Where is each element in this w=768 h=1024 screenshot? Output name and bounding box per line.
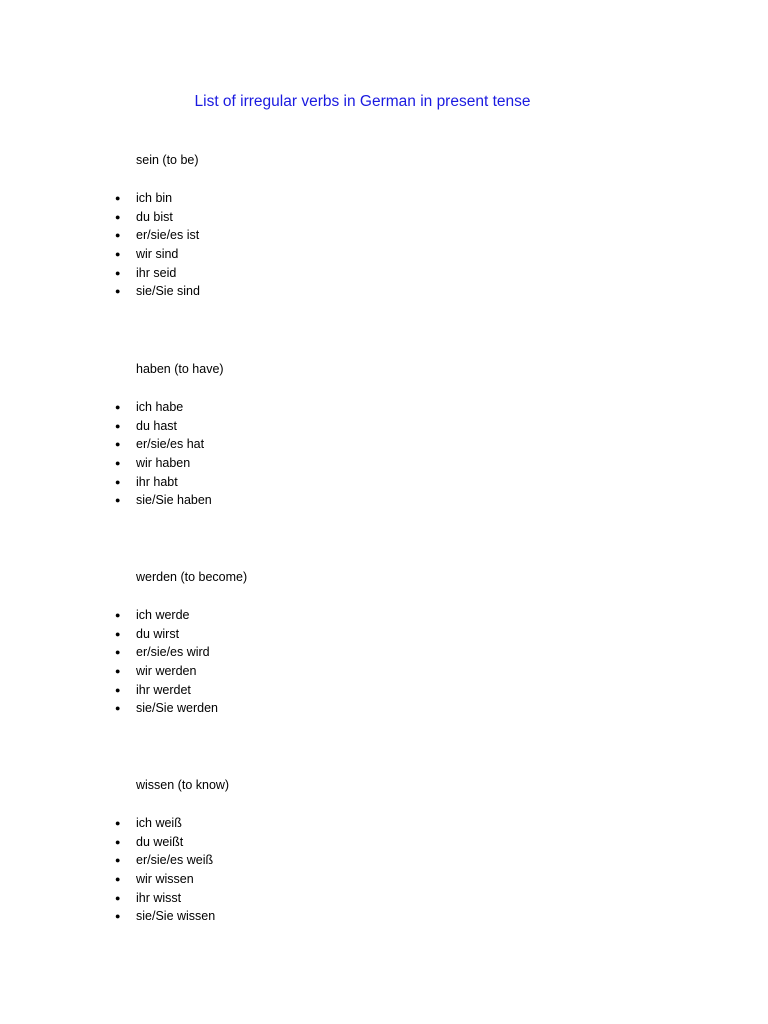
bullet-icon: ● bbox=[115, 193, 121, 203]
document-title: List of irregular verbs in German in present tense bbox=[194, 93, 531, 110]
conjugation-form: er/sie/es ist bbox=[136, 228, 200, 243]
verb-heading: sein (to be) bbox=[136, 153, 199, 167]
conjugation-form: ich bin bbox=[136, 191, 173, 205]
conjugation-form: wir wissen bbox=[136, 872, 194, 887]
bullet-icon: ● bbox=[115, 230, 121, 241]
bullet-icon: ● bbox=[115, 495, 121, 506]
conjugation-form: ihr habt bbox=[136, 474, 178, 489]
bullet-icon: ● bbox=[115, 628, 121, 639]
conjugation-form: wir werden bbox=[136, 664, 197, 679]
conjugation-form: du bist bbox=[136, 209, 173, 224]
bullet-icon: ● bbox=[115, 684, 121, 695]
bullet-icon: ● bbox=[115, 402, 121, 412]
bullet-icon: ● bbox=[115, 458, 121, 469]
conjugation-form: sie/Sie haben bbox=[136, 493, 212, 508]
conjugation-form: er/sie/es hat bbox=[136, 437, 205, 452]
bullet-icon: ● bbox=[115, 874, 121, 885]
verb-heading: wissen (to know) bbox=[136, 778, 230, 792]
bullet-icon: ● bbox=[115, 818, 121, 828]
bullet-icon: ● bbox=[115, 476, 121, 487]
bullet-icon: ● bbox=[115, 267, 121, 278]
bullet-icon: ● bbox=[115, 666, 121, 677]
bullet-icon: ● bbox=[115, 286, 121, 297]
bullet-icon: ● bbox=[115, 249, 121, 260]
bullet-icon: ● bbox=[115, 439, 121, 450]
bullet-icon: ● bbox=[115, 855, 121, 866]
conjugation-form: du hast bbox=[136, 418, 178, 433]
bullet-icon: ● bbox=[115, 703, 121, 714]
conjugation-form: sie/Sie sind bbox=[136, 284, 200, 299]
conjugation-form: sie/Sie wissen bbox=[136, 909, 216, 924]
bullet-icon: ● bbox=[115, 211, 121, 222]
conjugation-form: ihr wisst bbox=[136, 890, 182, 905]
conjugation-form: wir haben bbox=[136, 456, 191, 471]
bullet-icon: ● bbox=[115, 911, 121, 922]
conjugation-form: ihr seid bbox=[136, 265, 177, 280]
conjugation-form: ich habe bbox=[136, 400, 184, 414]
bullet-icon: ● bbox=[115, 420, 121, 431]
conjugation-form: er/sie/es weiß bbox=[136, 853, 214, 868]
conjugation-form: du weißt bbox=[136, 834, 184, 849]
conjugation-form: ich werde bbox=[136, 608, 190, 622]
conjugation-form: ich weiß bbox=[136, 816, 182, 830]
conjugation-form: du wirst bbox=[136, 626, 180, 641]
conjugation-form: wir sind bbox=[136, 247, 179, 262]
bullet-icon: ● bbox=[115, 892, 121, 903]
bullet-icon: ● bbox=[115, 647, 121, 658]
conjugation-form: er/sie/es wird bbox=[136, 645, 210, 660]
bullet-icon: ● bbox=[115, 610, 121, 620]
conjugation-form: ihr werdet bbox=[136, 682, 191, 697]
verb-heading: werden (to become) bbox=[136, 570, 248, 584]
verb-heading: haben (to have) bbox=[136, 362, 224, 376]
conjugation-form: sie/Sie werden bbox=[136, 701, 218, 716]
bullet-icon: ● bbox=[115, 836, 121, 847]
